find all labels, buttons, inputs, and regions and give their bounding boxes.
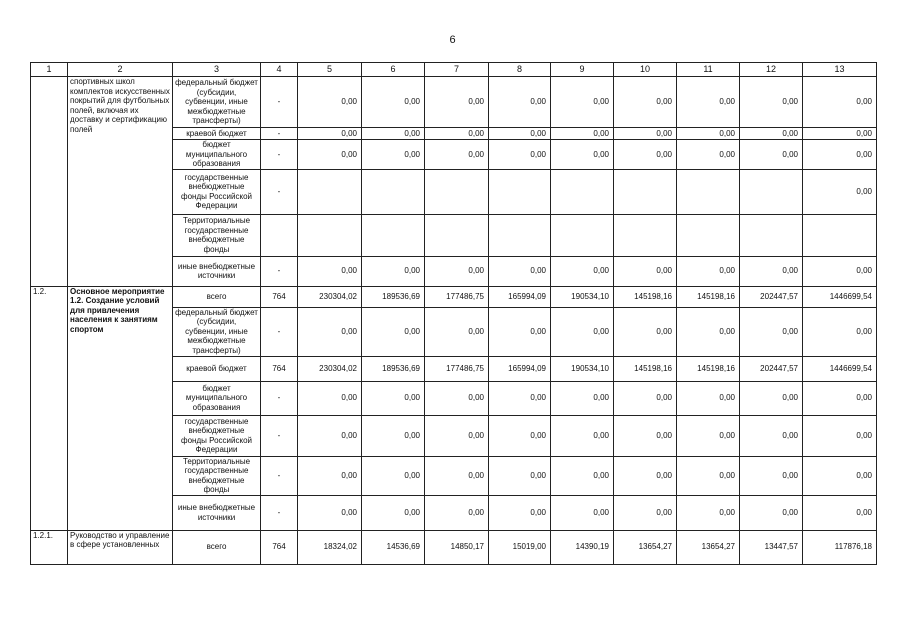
- value-cell: 230304,02: [298, 286, 362, 307]
- value-cell: 18324,02: [298, 530, 362, 564]
- row-description: спортивных школ комплектов искусственных покрытий для футбольных полей, включая их доставку и сертификацию полей: [68, 77, 173, 287]
- table-row: [31, 77, 877, 128]
- funding-source: иные внебюджетные источники: [173, 256, 261, 286]
- budget-table: [30, 62, 877, 565]
- value-cell: 0,00: [362, 381, 425, 415]
- code-cell: -: [261, 140, 298, 170]
- funding-source: государственные внебюджетные фонды Российской Федерации: [173, 415, 261, 456]
- value-cell: 14536,69: [362, 530, 425, 564]
- value-cell: [425, 214, 489, 256]
- code-cell: 764: [261, 286, 298, 307]
- value-cell: 0,00: [677, 456, 740, 495]
- value-cell: 202447,57: [740, 286, 803, 307]
- value-cell: [803, 214, 877, 256]
- value-cell: 0,00: [425, 415, 489, 456]
- value-cell: 0,00: [740, 456, 803, 495]
- value-cell: 0,00: [740, 415, 803, 456]
- column-header: 8: [489, 63, 551, 77]
- value-cell: 0,00: [551, 495, 614, 530]
- value-cell: 0,00: [425, 495, 489, 530]
- code-cell: -: [261, 495, 298, 530]
- value-cell: 0,00: [362, 415, 425, 456]
- value-cell: 117876,18: [803, 530, 877, 564]
- value-cell: 0,00: [614, 456, 677, 495]
- value-cell: 0,00: [298, 456, 362, 495]
- value-cell: [362, 214, 425, 256]
- value-cell: 0,00: [489, 77, 551, 128]
- value-cell: 0,00: [677, 495, 740, 530]
- value-cell: [677, 169, 740, 214]
- value-cell: 0,00: [614, 256, 677, 286]
- code-cell: -: [261, 456, 298, 495]
- funding-source: краевой бюджет: [173, 356, 261, 381]
- value-cell: 0,00: [803, 140, 877, 170]
- value-cell: 0,00: [803, 415, 877, 456]
- value-cell: 0,00: [614, 77, 677, 128]
- value-cell: 0,00: [489, 381, 551, 415]
- value-cell: [551, 214, 614, 256]
- value-cell: 0,00: [362, 77, 425, 128]
- value-cell: 0,00: [677, 415, 740, 456]
- value-cell: [489, 169, 551, 214]
- value-cell: [740, 169, 803, 214]
- code-cell: -: [261, 256, 298, 286]
- value-cell: 0,00: [677, 307, 740, 356]
- value-cell: 0,00: [803, 307, 877, 356]
- value-cell: 0,00: [298, 307, 362, 356]
- column-header: 13: [803, 63, 877, 77]
- value-cell: 0,00: [489, 256, 551, 286]
- value-cell: 0,00: [489, 128, 551, 140]
- value-cell: 145198,16: [614, 356, 677, 381]
- value-cell: [425, 169, 489, 214]
- value-cell: 0,00: [614, 381, 677, 415]
- value-cell: 0,00: [362, 307, 425, 356]
- value-cell: 14390,19: [551, 530, 614, 564]
- value-cell: 0,00: [362, 140, 425, 170]
- value-cell: 0,00: [551, 256, 614, 286]
- column-header: 7: [425, 63, 489, 77]
- value-cell: 230304,02: [298, 356, 362, 381]
- value-cell: 189536,69: [362, 356, 425, 381]
- value-cell: 189536,69: [362, 286, 425, 307]
- value-cell: 0,00: [425, 456, 489, 495]
- row-description: Основное мероприятие 1.2. Создание условий для привлечения населения к занятиям спортом: [68, 286, 173, 530]
- value-cell: 0,00: [298, 495, 362, 530]
- code-cell: 764: [261, 530, 298, 564]
- value-cell: 0,00: [803, 256, 877, 286]
- value-cell: 0,00: [740, 495, 803, 530]
- value-cell: 0,00: [677, 256, 740, 286]
- value-cell: 0,00: [489, 415, 551, 456]
- value-cell: 165994,09: [489, 286, 551, 307]
- column-header: 11: [677, 63, 740, 77]
- table-row: [31, 530, 877, 564]
- value-cell: 0,00: [298, 381, 362, 415]
- value-cell: 0,00: [803, 381, 877, 415]
- value-cell: 0,00: [551, 415, 614, 456]
- row-index: 1.2.: [31, 286, 68, 530]
- value-cell: 0,00: [298, 77, 362, 128]
- code-cell: -: [261, 307, 298, 356]
- value-cell: 145198,16: [614, 286, 677, 307]
- value-cell: 0,00: [362, 456, 425, 495]
- value-cell: 0,00: [425, 307, 489, 356]
- value-cell: 14850,17: [425, 530, 489, 564]
- funding-source: государственные внебюджетные фонды Российской Федерации: [173, 169, 261, 214]
- value-cell: 145198,16: [677, 356, 740, 381]
- value-cell: 0,00: [425, 140, 489, 170]
- code-cell: 764: [261, 356, 298, 381]
- value-cell: 0,00: [489, 307, 551, 356]
- funding-source: всего: [173, 286, 261, 307]
- code-cell: [261, 214, 298, 256]
- value-cell: 0,00: [489, 140, 551, 170]
- value-cell: 0,00: [489, 456, 551, 495]
- value-cell: 0,00: [740, 128, 803, 140]
- column-header: 6: [362, 63, 425, 77]
- code-cell: -: [261, 169, 298, 214]
- value-cell: 0,00: [425, 77, 489, 128]
- value-cell: 0,00: [614, 415, 677, 456]
- value-cell: [614, 214, 677, 256]
- funding-source: бюджет муниципального образования: [173, 140, 261, 170]
- value-cell: 0,00: [551, 381, 614, 415]
- funding-source: федеральный бюджет (субсидии, субвенции, иные межбюджетные трансферты): [173, 307, 261, 356]
- value-cell: 0,00: [425, 381, 489, 415]
- value-cell: 0,00: [614, 307, 677, 356]
- column-header: 5: [298, 63, 362, 77]
- value-cell: 0,00: [362, 495, 425, 530]
- value-cell: [489, 214, 551, 256]
- value-cell: 0,00: [362, 128, 425, 140]
- value-cell: 0,00: [551, 456, 614, 495]
- value-cell: 0,00: [803, 456, 877, 495]
- funding-source: бюджет муниципального образования: [173, 381, 261, 415]
- funding-source: Территориальные государственные внебюджетные фонды: [173, 456, 261, 495]
- value-cell: 0,00: [551, 140, 614, 170]
- value-cell: 0,00: [551, 128, 614, 140]
- funding-source: Территориальные государственные внебюджетные фонды: [173, 214, 261, 256]
- value-cell: [677, 214, 740, 256]
- column-header: 10: [614, 63, 677, 77]
- value-cell: 15019,00: [489, 530, 551, 564]
- value-cell: 0,00: [677, 381, 740, 415]
- value-cell: 0,00: [298, 415, 362, 456]
- value-cell: 0,00: [298, 140, 362, 170]
- funding-source: всего: [173, 530, 261, 564]
- value-cell: 0,00: [803, 495, 877, 530]
- value-cell: 0,00: [803, 128, 877, 140]
- value-cell: 0,00: [298, 256, 362, 286]
- header-row: [31, 63, 877, 77]
- column-header: 2: [68, 63, 173, 77]
- value-cell: 0,00: [614, 140, 677, 170]
- value-cell: 0,00: [551, 307, 614, 356]
- value-cell: 0,00: [489, 495, 551, 530]
- value-cell: 13447,57: [740, 530, 803, 564]
- value-cell: 190534,10: [551, 356, 614, 381]
- value-cell: 1446699,54: [803, 356, 877, 381]
- value-cell: 0,00: [740, 307, 803, 356]
- value-cell: 0,00: [425, 256, 489, 286]
- value-cell: 190534,10: [551, 286, 614, 307]
- code-cell: -: [261, 128, 298, 140]
- value-cell: 13654,27: [614, 530, 677, 564]
- value-cell: [298, 214, 362, 256]
- table-row: [31, 286, 877, 307]
- value-cell: [298, 169, 362, 214]
- value-cell: 177486,75: [425, 356, 489, 381]
- funding-source: федеральный бюджет (субсидии, субвенции, иные межбюджетные трансферты): [173, 77, 261, 128]
- value-cell: 145198,16: [677, 286, 740, 307]
- value-cell: 0,00: [425, 128, 489, 140]
- value-cell: [362, 169, 425, 214]
- column-header: 1: [31, 63, 68, 77]
- value-cell: 0,00: [677, 140, 740, 170]
- value-cell: 0,00: [803, 77, 877, 128]
- value-cell: 0,00: [298, 128, 362, 140]
- value-cell: 0,00: [614, 128, 677, 140]
- page-number: 6: [449, 34, 456, 46]
- row-index: [31, 77, 68, 287]
- value-cell: 0,00: [614, 495, 677, 530]
- code-cell: -: [261, 77, 298, 128]
- value-cell: 177486,75: [425, 286, 489, 307]
- table-body: [31, 63, 877, 565]
- value-cell: [740, 214, 803, 256]
- code-cell: -: [261, 381, 298, 415]
- value-cell: 0,00: [740, 77, 803, 128]
- value-cell: 0,00: [677, 128, 740, 140]
- value-cell: 0,00: [740, 140, 803, 170]
- value-cell: 0,00: [677, 77, 740, 128]
- column-header: 3: [173, 63, 261, 77]
- value-cell: [614, 169, 677, 214]
- funding-source: иные внебюджетные источники: [173, 495, 261, 530]
- value-cell: 165994,09: [489, 356, 551, 381]
- value-cell: 202447,57: [740, 356, 803, 381]
- value-cell: 0,00: [740, 381, 803, 415]
- column-header: 12: [740, 63, 803, 77]
- funding-source: краевой бюджет: [173, 128, 261, 140]
- value-cell: 0,00: [362, 256, 425, 286]
- value-cell: 0,00: [551, 77, 614, 128]
- column-header: 4: [261, 63, 298, 77]
- row-description: Руководство и управление в сфере установленных: [68, 530, 173, 564]
- value-cell: 1446699,54: [803, 286, 877, 307]
- column-header: 9: [551, 63, 614, 77]
- value-cell: 0,00: [803, 169, 877, 214]
- value-cell: 0,00: [740, 256, 803, 286]
- value-cell: 13654,27: [677, 530, 740, 564]
- value-cell: [551, 169, 614, 214]
- row-index: 1.2.1.: [31, 530, 68, 564]
- code-cell: -: [261, 415, 298, 456]
